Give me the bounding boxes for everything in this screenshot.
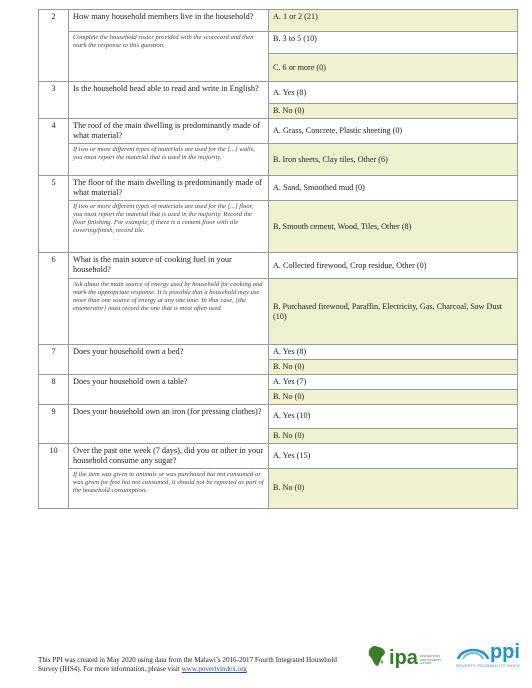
question-number: 7 xyxy=(39,345,69,375)
question-instruction xyxy=(69,468,269,508)
question-row-4 xyxy=(39,118,518,143)
footer-link[interactable]: www.povertyindex.org xyxy=(181,665,247,674)
answer-option[interactable]: A. Yes (10) xyxy=(269,404,518,428)
instruction-text: If two or more different types of materials are used for the [...] floor, you must report the material that is used in the majority. Record the floor finishing. For example, if there is a cement floor with tile covering/finish, record tile. xyxy=(73,203,254,235)
question-row-3 xyxy=(39,82,518,104)
instruction-text: Complete the household roster provided with the scorecard and then mark the response to this question. xyxy=(73,34,254,50)
question-text-label: Does your household own an iron (for pressing clothes)? xyxy=(73,406,262,416)
answer-option[interactable]: C. 6 or more (0) xyxy=(269,54,518,82)
question-instruction xyxy=(69,32,269,82)
ipa-tagline: INNOVATIONS FOR POVERTY ACTION xyxy=(419,654,442,666)
question-text-label: Over the past one week (7 days), did you or other in your household consume any sugar? xyxy=(73,445,264,465)
question-row-5 xyxy=(39,176,518,201)
question-instruction xyxy=(69,279,269,345)
footer-note xyxy=(38,656,338,674)
footer-text: This PPI was created in May 2020 using data from the Malawi’s 2016-2017 Fourth Integrated Household Survey (IHS4). For more information, please visit xyxy=(38,656,337,674)
question-text xyxy=(69,404,269,443)
answer-option[interactable]: A. 1 or 2 (21) xyxy=(269,10,518,32)
ppi-wordmark: ppi xyxy=(489,641,520,663)
answer-option[interactable]: B. No (0) xyxy=(269,104,518,119)
question-text xyxy=(69,253,269,279)
question-number: 3 xyxy=(39,82,69,119)
ipa-wordmark: ipa xyxy=(389,647,418,669)
ppi-scorecard-table xyxy=(38,9,518,509)
answer-option[interactable]: A. Yes (15) xyxy=(269,443,518,468)
question-number: 2 xyxy=(39,10,69,82)
question-text xyxy=(69,374,269,404)
question-text xyxy=(69,443,269,468)
answer-option[interactable]: B. No (0) xyxy=(269,428,518,443)
question-number: 5 xyxy=(39,176,69,253)
question-row-6 xyxy=(39,253,518,279)
question-instruction xyxy=(69,201,269,253)
question-row-9 xyxy=(39,404,518,428)
answer-option[interactable]: A. Collected firewood, Crop residue, Other (0) xyxy=(269,253,518,279)
question-text-label: The floor of the main dwelling is predominantly made of what material? xyxy=(73,178,263,198)
answer-option[interactable]: B. No (0) xyxy=(269,468,518,508)
answer-option[interactable]: B. 3 to 5 (10) xyxy=(269,32,518,54)
question-number: 9 xyxy=(39,404,69,443)
question-row-10 xyxy=(39,443,518,468)
ppi-tagline: POVERTY PROBABILITY INDEX xyxy=(455,664,520,668)
answer-option[interactable]: A. Yes (8) xyxy=(269,345,518,360)
answer-option[interactable]: B. No (0) xyxy=(269,360,518,375)
answer-option[interactable]: A. Grass, Concrete, Plastic sheeting (0) xyxy=(269,118,518,143)
question-text xyxy=(69,82,269,119)
question-text xyxy=(69,118,269,143)
scorecard-sheet xyxy=(38,9,518,509)
answer-option[interactable]: A. Sand, Smoothed mud (0) xyxy=(269,176,518,201)
question-text-label: What is the main source of cooking fuel in your household? xyxy=(73,255,232,275)
africa-globe-icon xyxy=(366,644,388,668)
question-text-label: Is the household head able to read and write in English? xyxy=(73,84,259,93)
question-text-label: The roof of the main dwelling is predominantly made of what material? xyxy=(73,120,260,140)
question-row-8 xyxy=(39,374,518,389)
ppi-arc-icon xyxy=(456,643,490,661)
question-number: 10 xyxy=(39,443,69,508)
instruction-text: If the item was given to animals or was purchased but not consumed or was given for free but not consumed, it should not be reported as part of the household consumption. xyxy=(73,470,264,494)
answer-option[interactable]: A. Yes (8) xyxy=(269,82,518,104)
answer-option[interactable]: B. Purchased firewood, Paraffin, Electricity, Gas, Charcoal, Saw Dust (10) xyxy=(269,279,518,345)
question-text-label: Does your household own a bed? xyxy=(73,347,184,357)
question-text xyxy=(69,176,269,201)
logo-group xyxy=(366,642,520,668)
question-text xyxy=(69,345,269,375)
question-row-2 xyxy=(39,10,518,32)
instruction-text: If two or more different types of materials are used for the [...] walls, you must report the material that is used in the majority. xyxy=(73,146,255,162)
question-text xyxy=(69,10,269,32)
question-text-label: How many household members live in the household? xyxy=(73,12,254,21)
answer-option[interactable]: B. Smooth cement, Wood, Tiles, Other (8) xyxy=(269,201,518,253)
question-row-7 xyxy=(39,345,518,360)
question-number: 4 xyxy=(39,118,69,175)
ppi-logo xyxy=(456,642,520,668)
instruction-text: Ask about the main source of energy used by household for cooking and mark the appropriate response. It is possible that a household may use more than one source of energy at any one time. In that case, [the enumerator] must record the one that is most often used. xyxy=(73,281,263,313)
answer-option[interactable]: A. Yes (7) xyxy=(269,374,518,389)
answer-option[interactable]: B. No (0) xyxy=(269,389,518,404)
question-instruction xyxy=(69,144,269,176)
answer-option[interactable]: B. Iron sheets, Clay tiles, Other (6) xyxy=(269,144,518,176)
question-number: 8 xyxy=(39,374,69,404)
question-text-label: Does your household own a table? xyxy=(73,376,188,386)
question-number: 6 xyxy=(39,253,69,345)
ipa-logo xyxy=(366,644,442,668)
